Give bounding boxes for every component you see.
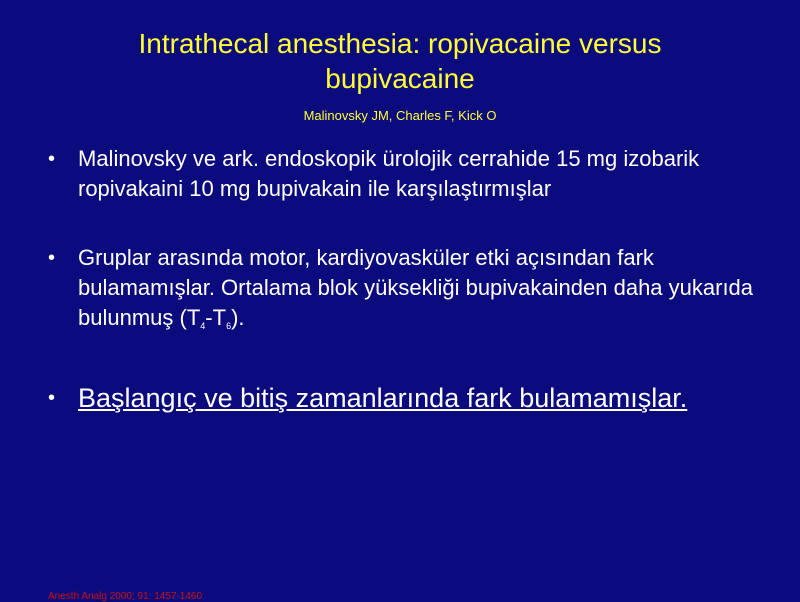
bullet-dot-icon: • xyxy=(48,247,56,269)
bullet-text-1: Malinovsky ve ark. endoskopik ürolojik cerrahide 15 mg izobarik ropivakaini 10 mg bupivakain ile karşılaştırmışlar xyxy=(78,146,700,201)
bullet-text-2 xyxy=(78,243,768,341)
bullet-text-2-part-3: ). xyxy=(231,305,245,330)
bullet-text-2-part-1: Gruplar arasında motor, kardiyovasküler etki açısından fark bulamamışlar. Ortalama blok yüksekliği bupivakainden daha yukarıda bulunmuş (T xyxy=(78,245,754,330)
authors-line: Malinovsky JM, Charles F, Kick O xyxy=(303,108,497,123)
bullet-dot-icon: • xyxy=(48,387,56,409)
bullet-text-3: Başlangıç ve bitiş zamanlarında fark bulamamışlar. xyxy=(78,383,688,413)
slide-title: Intrathecal anesthesia: ropivacaine versus bupivacaine xyxy=(138,28,662,94)
bullet-text-2-part-2: -T xyxy=(205,305,227,330)
reference-citation: Anesth Analg 2000; 91: 1457-1460 xyxy=(48,591,203,602)
subscript-t6: 6 xyxy=(226,321,232,331)
bullet-dot-icon: • xyxy=(48,148,56,170)
subscript-t4: 4 xyxy=(200,321,206,331)
